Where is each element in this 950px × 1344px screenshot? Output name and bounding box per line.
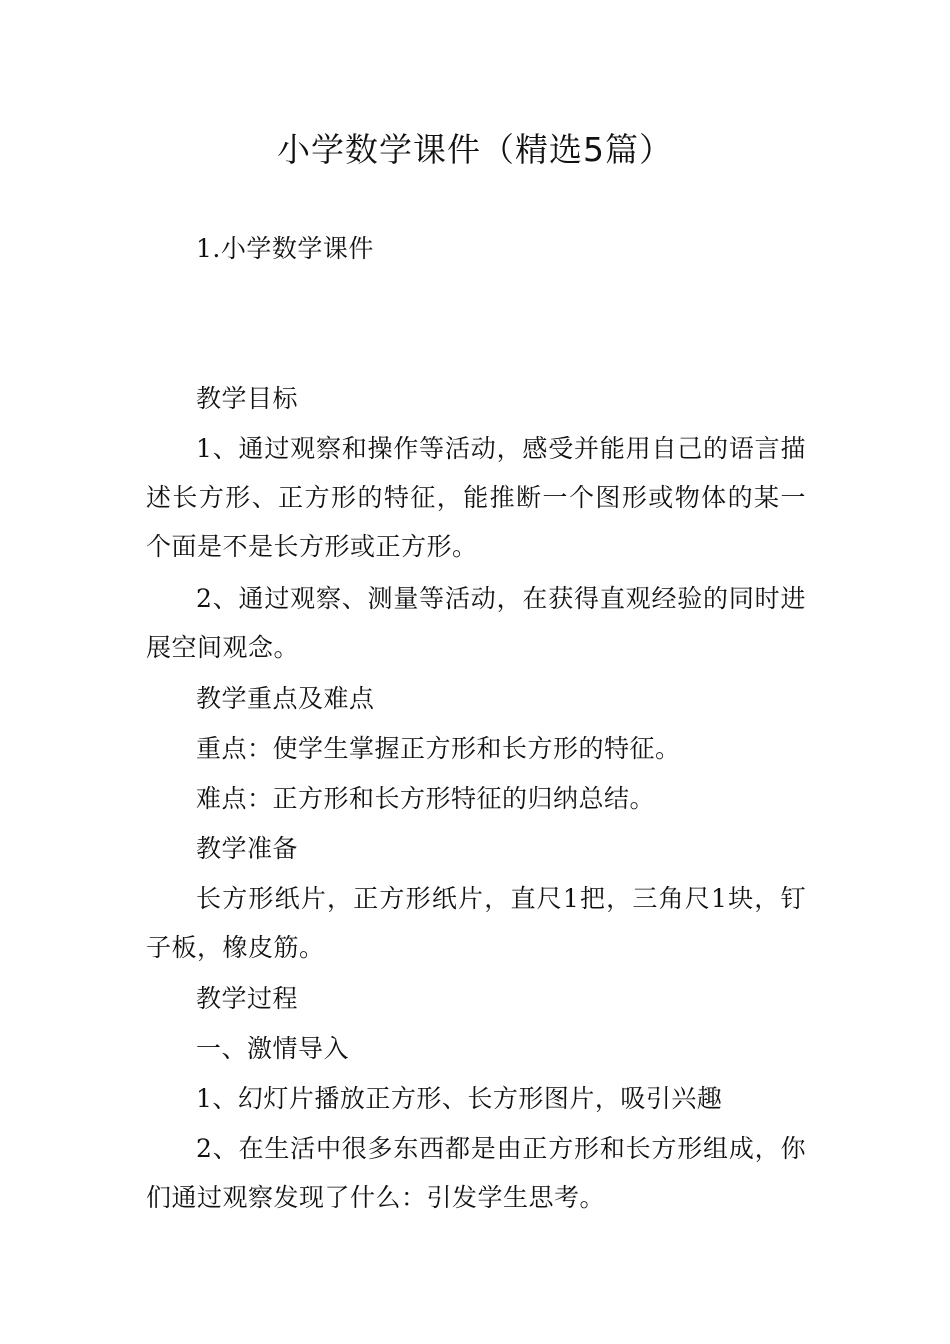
paragraph-step-1: 1、幻灯片播放正方形、长方形图片，吸引兴趣 — [196, 1084, 723, 1113]
paragraph-materials: 长方形纸片，正方形纸片，直尺1把，三角尺1块，钉子板，橡皮筋。 — [146, 884, 806, 962]
paragraph-step-heading: 一、激情导入 — [196, 1034, 350, 1063]
paragraph-teaching-goals-heading: 教学目标 — [196, 384, 299, 413]
paragraph-preparation-heading: 教学准备 — [196, 834, 299, 863]
paragraph-key-points-heading: 教学重点及难点 — [196, 684, 375, 713]
section-heading: 1.小学数学课件 — [196, 234, 374, 263]
paragraph-process-heading: 教学过程 — [196, 984, 299, 1013]
paragraph-goal-2: 2、通过观察、测量等活动，在获得直观经验的同时进展空间观念。 — [146, 584, 806, 662]
document-title: 小学数学课件（精选5篇） — [277, 130, 673, 169]
paragraph-step-2: 2、在生活中很多东西都是由正方形和长方形组成，你们通过观察发现了什么：引发学生思考。 — [146, 1134, 806, 1212]
paragraph-difficulty: 难点：正方形和长方形特征的归纳总结。 — [196, 784, 656, 813]
paragraph-key-point: 重点：使学生掌握正方形和长方形的特征。 — [196, 734, 681, 763]
paragraph-goal-1: 1、通过观察和操作等活动，感受并能用自己的语言描述长方形、正方形的特征，能推断一个图形或物体的某一个面是不是长方形或正方形。 — [146, 434, 806, 561]
